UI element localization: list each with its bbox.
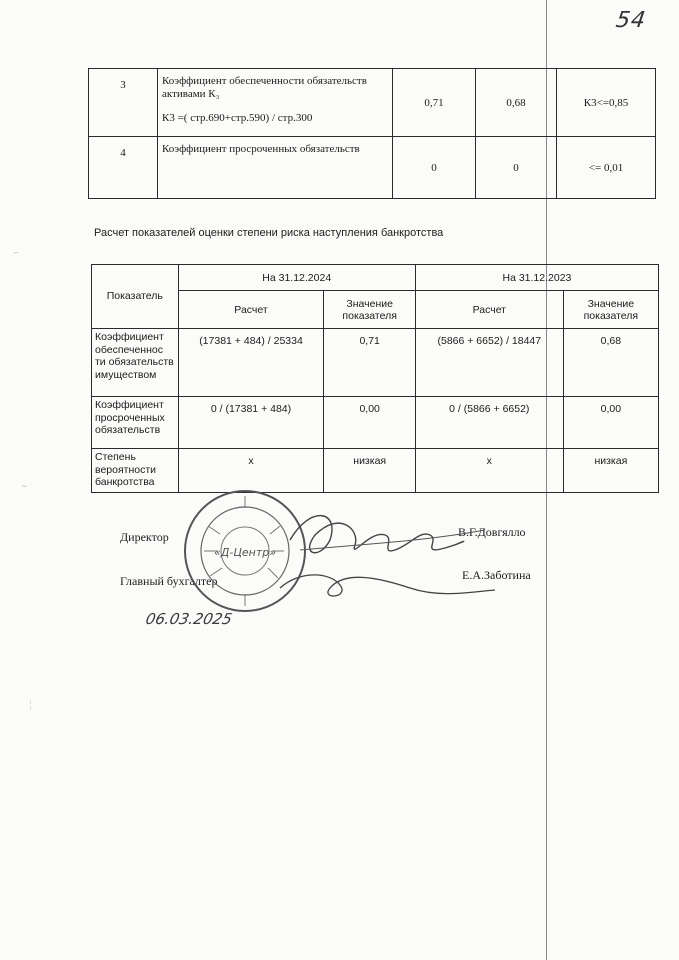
table-row: [92, 449, 659, 493]
header-row: [92, 265, 659, 291]
indicator-name: Степень вероятности банкротства: [92, 449, 179, 493]
header-value: Значение показателя: [563, 291, 658, 329]
header-calc: Расчет: [178, 291, 324, 329]
coefficient-title: Коэффициент просроченных обязательств: [158, 137, 393, 199]
table-row: [92, 329, 659, 397]
director-label: Директор: [120, 530, 169, 544]
margin-mark: ¦: [30, 700, 32, 709]
header-calc: Расчет: [415, 291, 563, 329]
header-period-2023: На 31.12.2023: [415, 265, 658, 291]
value-2024: низкая: [324, 449, 415, 493]
value-2024: 0,00: [324, 397, 415, 449]
table-row: [89, 69, 656, 137]
calc-2024: (17381 + 484) / 25334: [178, 329, 324, 397]
header-period-2024: На 31.12.2024: [178, 265, 415, 291]
normative-value: К3<=0,85: [557, 69, 656, 137]
coefficient-title: Коэффициент обеспеченности обязательств активами К₃: [162, 75, 367, 100]
calc-2024: 0 / (17381 + 484): [178, 397, 324, 449]
table-row: [89, 137, 656, 199]
director-name: В.Г.Довгялло: [458, 525, 526, 539]
calc-2024: х: [178, 449, 324, 493]
coefficient-formula: К3 =( стр.690+стр.590) / стр.300: [162, 112, 313, 125]
value-2024: 0,71: [393, 69, 476, 137]
value-2023: низкая: [563, 449, 658, 493]
value-2024: 0: [393, 137, 476, 199]
calc-2023: х: [415, 449, 563, 493]
calc-2023: 0 / (5866 + 6652): [415, 397, 563, 449]
signing-date: 06.03.2025: [144, 610, 234, 628]
row-number: 3: [89, 69, 158, 137]
indicator-name: Коэффициент обеспеченнос ти обязательств имуществом: [92, 329, 179, 397]
coefficients-table: [88, 68, 656, 199]
signature-scribble-icon: [270, 500, 500, 610]
row-number: 4: [89, 137, 158, 199]
accountant-label: Главный бухгалтер: [120, 574, 218, 588]
calc-2023: (5866 + 6652) / 18447: [415, 329, 563, 397]
margin-mark: ⌐: [14, 248, 19, 257]
section-title: Расчет показателей оценки степени риска наступления банкротства: [94, 227, 444, 239]
header-value: Значение показателя: [324, 291, 415, 329]
value-2023: 0,68: [476, 69, 557, 137]
value-2023: 0,00: [563, 397, 658, 449]
stamp-text: «Д-Центр»: [213, 546, 277, 559]
accountant-name: Е.А.Заботина: [462, 568, 531, 582]
table-row: [92, 397, 659, 449]
header-indicator: Показатель: [92, 265, 179, 329]
normative-value: <= 0,01: [557, 137, 656, 199]
value-2023: 0: [476, 137, 557, 199]
coefficient-name: [158, 69, 393, 137]
bankruptcy-risk-table: [91, 264, 659, 493]
value-2023: 0,68: [563, 329, 658, 397]
indicator-name: Коэффициент просроченных обязательств: [92, 397, 179, 449]
value-2024: 0,71: [324, 329, 415, 397]
margin-mark: ~: [22, 482, 27, 491]
page-number: 54: [614, 8, 648, 33]
